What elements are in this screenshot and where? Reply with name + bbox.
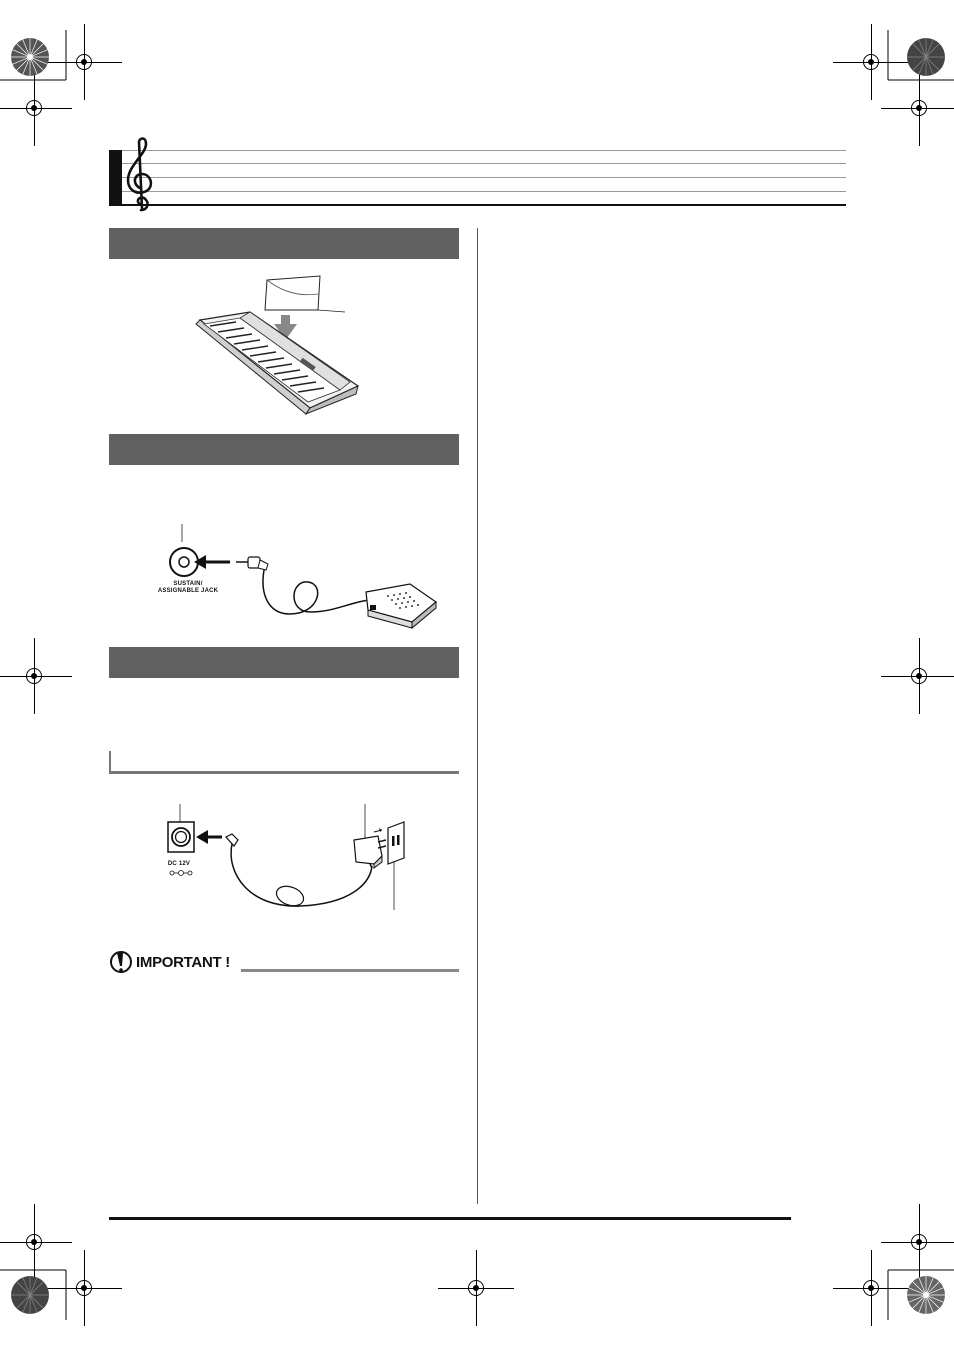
keyboard-music-stand-figure — [190, 268, 370, 418]
subheading-rule — [109, 771, 459, 774]
starburst-circle-icon — [10, 37, 50, 77]
sustain-pedal-connection-figure — [160, 524, 450, 634]
dc-jack-label: DC 12V — [167, 861, 191, 867]
section-heading-bar — [109, 434, 459, 465]
treble-clef-icon — [122, 136, 158, 216]
important-rule — [241, 969, 459, 972]
column-divider — [477, 228, 478, 1204]
starburst-circle-icon — [10, 1275, 50, 1315]
section-heading-bar — [109, 228, 459, 259]
footer-rule — [109, 1217, 791, 1220]
staff-line — [122, 191, 846, 192]
sustain-jack-label: SUSTAIN/ ASSIGNABLE JACK — [157, 581, 219, 594]
subheading-mark — [109, 751, 111, 773]
staff-line — [122, 177, 846, 178]
starburst-circle-icon — [906, 37, 946, 77]
chapter-tab — [109, 150, 122, 206]
important-heading: IMPORTANT ! — [136, 954, 230, 971]
staff-bottom-line — [122, 204, 846, 206]
section-heading-bar — [109, 647, 459, 678]
ac-adaptor-connection-figure — [160, 804, 420, 914]
staff-line — [122, 150, 846, 151]
staff-line — [122, 163, 846, 164]
starburst-circle-icon — [906, 1275, 946, 1315]
exclamation-icon — [109, 949, 133, 975]
